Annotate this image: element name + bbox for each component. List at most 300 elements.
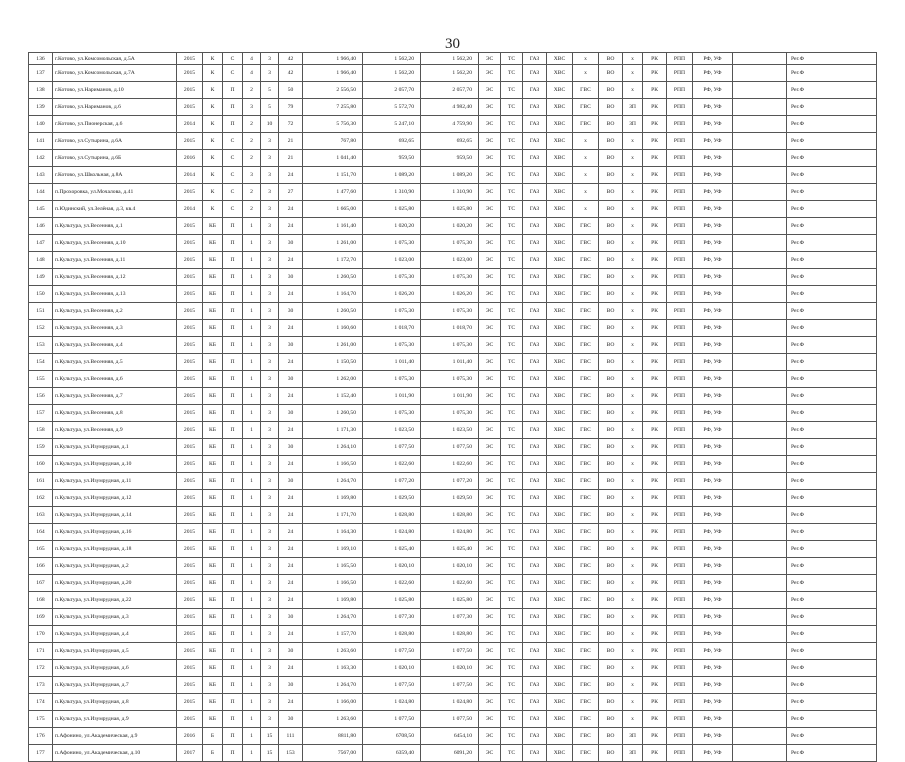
fund-owner-cell: Рег.Ф [787, 592, 877, 609]
wall-material-cell: КБ [203, 286, 223, 303]
gas-cell: ГАЗ [523, 677, 547, 694]
table-row [29, 235, 877, 252]
cold-water-cell: ХВС [547, 201, 573, 218]
cold-water-cell: ХВС [547, 745, 573, 762]
fund-type-cell: РФ, УФ [693, 184, 733, 201]
heating-cell: ТС [501, 388, 523, 405]
year-cell: 2017 [177, 745, 203, 762]
table-row [29, 320, 877, 337]
cold-water-cell: ХВС [547, 711, 573, 728]
living-area-cell: 1 089,20 [363, 167, 421, 184]
floors-cell: 3 [261, 507, 279, 524]
gas-cell: ГАЗ [523, 643, 547, 660]
blank-cell [733, 456, 787, 473]
roof-type-cell: С [223, 65, 243, 82]
table-row [29, 643, 877, 660]
heating-cell: ТС [501, 745, 523, 762]
total-area-cell: 1 161,40 [303, 218, 363, 235]
floors-cell: 3 [261, 626, 279, 643]
cold-water-cell: ХВС [547, 133, 573, 150]
wall-material-cell: КБ [203, 524, 223, 541]
residential-area-cell: 1 075,30 [421, 371, 479, 388]
gas-cell: ГАЗ [523, 473, 547, 490]
residential-area-cell: 1 025,40 [421, 541, 479, 558]
wall-material-cell: КБ [203, 592, 223, 609]
gas-cell: ГАЗ [523, 490, 547, 507]
roof-count-cell: 2 [243, 150, 261, 167]
roof-count-cell: 1 [243, 218, 261, 235]
fund-owner-cell: Рег.Ф [787, 456, 877, 473]
fire-protection-cell: х [623, 303, 643, 320]
address-cell: п.Культура, ул.Изумрудная, д.9 [53, 711, 177, 728]
blank-cell [733, 116, 787, 133]
address-cell: п.Афонино, ул.Академическая, д.9 [53, 728, 177, 745]
roof-count-cell: 1 [243, 235, 261, 252]
row-number-cell: 167 [29, 575, 53, 592]
fund-type-cell: РФ, УФ [693, 473, 733, 490]
fund-type-cell: РФ, УФ [693, 711, 733, 728]
roof-type-cell: С [223, 53, 243, 65]
fund-owner-cell: Рег.Ф [787, 422, 877, 439]
repair-kind-cell: РК [643, 320, 667, 337]
hot-water-cell: ГВС [573, 660, 599, 677]
residential-area-cell: 1 075,30 [421, 303, 479, 320]
fund-type-cell: РФ, УФ [693, 286, 733, 303]
fund-owner-cell: Рег.Ф [787, 745, 877, 762]
repair-kind-cell: РК [643, 626, 667, 643]
fund-type-cell: РФ, УФ [693, 235, 733, 252]
fund-owner-cell: Рег.Ф [787, 541, 877, 558]
electricity-cell: ЭС [479, 439, 501, 456]
roof-count-cell: 2 [243, 201, 261, 218]
fund-type-cell: РФ, УФ [693, 99, 733, 116]
repair-plan-cell: РПП [667, 626, 693, 643]
blank-cell [733, 252, 787, 269]
table-row [29, 371, 877, 388]
roof-type-cell: П [223, 660, 243, 677]
heating-cell: ТС [501, 252, 523, 269]
fire-protection-cell: х [623, 269, 643, 286]
electricity-cell: ЭС [479, 65, 501, 82]
row-number-cell: 152 [29, 320, 53, 337]
gas-cell: ГАЗ [523, 184, 547, 201]
living-area-cell: 1 025,40 [363, 541, 421, 558]
cold-water-cell: ХВС [547, 728, 573, 745]
repair-plan-cell: РПП [667, 473, 693, 490]
address-cell: п.Культура, ул.Изумрудная, д.11 [53, 473, 177, 490]
table-row [29, 201, 877, 218]
fund-owner-cell: Рег.Ф [787, 303, 877, 320]
total-area-cell: 767,80 [303, 133, 363, 150]
sewerage-cell: ВО [599, 218, 623, 235]
residential-area-cell: 959,50 [421, 150, 479, 167]
year-cell: 2015 [177, 575, 203, 592]
roof-count-cell: 1 [243, 677, 261, 694]
table-row [29, 541, 877, 558]
repair-kind-cell: РК [643, 473, 667, 490]
address-cell: п.Культура, ул.Весенняя, д.5 [53, 354, 177, 371]
hot-water-cell: ГВС [573, 677, 599, 694]
roof-count-cell: 1 [243, 388, 261, 405]
gas-cell: ГАЗ [523, 456, 547, 473]
blank-cell [733, 745, 787, 762]
roof-type-cell: С [223, 133, 243, 150]
living-area-cell: 1 077,50 [363, 677, 421, 694]
fund-owner-cell: Рег.Ф [787, 507, 877, 524]
repair-kind-cell: РК [643, 167, 667, 184]
floors-cell: 3 [261, 388, 279, 405]
row-number-cell: 166 [29, 558, 53, 575]
fund-owner-cell: Рег.Ф [787, 184, 877, 201]
roof-type-cell: П [223, 439, 243, 456]
sewerage-cell: ВО [599, 660, 623, 677]
address-cell: п.Культура, ул.Весенняя, д.10 [53, 235, 177, 252]
address-cell: г.Котово, ул.Нариманов, д.6 [53, 99, 177, 116]
address-cell: г.Котово, ул.Комсомольская, д.7А [53, 65, 177, 82]
fund-owner-cell: Рег.Ф [787, 235, 877, 252]
table-row [29, 473, 877, 490]
roof-type-cell: П [223, 286, 243, 303]
repair-kind-cell: РК [643, 150, 667, 167]
wall-material-cell: К [203, 82, 223, 99]
roof-count-cell: 2 [243, 116, 261, 133]
living-area-cell: 692,65 [363, 133, 421, 150]
year-cell: 2015 [177, 371, 203, 388]
fire-protection-cell: ЗП [623, 728, 643, 745]
residential-area-cell: 1 022,60 [421, 575, 479, 592]
floors-cell: 3 [261, 660, 279, 677]
wall-material-cell: КБ [203, 643, 223, 660]
year-cell: 2015 [177, 218, 203, 235]
cold-water-cell: ХВС [547, 507, 573, 524]
gas-cell: ГАЗ [523, 694, 547, 711]
year-cell: 2015 [177, 456, 203, 473]
hot-water-cell: х [573, 65, 599, 82]
residential-area-cell: 1 077,50 [421, 711, 479, 728]
address-cell: п.Культура, ул.Изумрудная, д.10 [53, 456, 177, 473]
total-area-cell: 1 171,30 [303, 422, 363, 439]
repair-plan-cell: РПП [667, 65, 693, 82]
table-row [29, 524, 877, 541]
gas-cell: ГАЗ [523, 592, 547, 609]
table-row [29, 745, 877, 762]
living-area-cell: 5 572,70 [363, 99, 421, 116]
fire-protection-cell: х [623, 405, 643, 422]
total-area-cell: 1 169,10 [303, 541, 363, 558]
residential-area-cell: 692,65 [421, 133, 479, 150]
living-area-cell: 1 562,20 [363, 53, 421, 65]
floors-cell: 3 [261, 184, 279, 201]
wall-material-cell: КБ [203, 371, 223, 388]
fund-type-cell: РФ, УФ [693, 82, 733, 99]
electricity-cell: ЭС [479, 371, 501, 388]
gas-cell: ГАЗ [523, 507, 547, 524]
gas-cell: ГАЗ [523, 405, 547, 422]
gas-cell: ГАЗ [523, 235, 547, 252]
cold-water-cell: ХВС [547, 575, 573, 592]
floors-cell: 3 [261, 405, 279, 422]
residential-area-cell: 4 982,40 [421, 99, 479, 116]
heating-cell: ТС [501, 286, 523, 303]
blank-cell [733, 150, 787, 167]
electricity-cell: ЭС [479, 558, 501, 575]
row-number-cell: 136 [29, 53, 53, 65]
address-cell: п.Культура, ул.Изумрудная, д.8 [53, 694, 177, 711]
total-area-cell: 1 262,00 [303, 371, 363, 388]
year-cell: 2015 [177, 133, 203, 150]
table-row [29, 53, 877, 65]
wall-material-cell: К [203, 184, 223, 201]
fire-protection-cell: х [623, 252, 643, 269]
hot-water-cell: ГВС [573, 507, 599, 524]
year-cell: 2015 [177, 354, 203, 371]
roof-type-cell: С [223, 201, 243, 218]
repair-kind-cell: РК [643, 507, 667, 524]
gas-cell: ГАЗ [523, 252, 547, 269]
table-row [29, 65, 877, 82]
cold-water-cell: ХВС [547, 116, 573, 133]
address-cell: п.Культура, ул.Весенняя, д.8 [53, 405, 177, 422]
hot-water-cell: ГВС [573, 490, 599, 507]
fund-owner-cell: Рег.Ф [787, 473, 877, 490]
heating-cell: ТС [501, 354, 523, 371]
residential-area-cell: 1 077,50 [421, 677, 479, 694]
row-number-cell: 156 [29, 388, 53, 405]
wall-material-cell: КБ [203, 303, 223, 320]
wall-material-cell: КБ [203, 320, 223, 337]
floors-cell: 3 [261, 558, 279, 575]
row-number-cell: 143 [29, 167, 53, 184]
repair-kind-cell: РК [643, 354, 667, 371]
roof-count-cell: 1 [243, 728, 261, 745]
blank-cell [733, 558, 787, 575]
year-cell: 2015 [177, 303, 203, 320]
table-row [29, 99, 877, 116]
living-area-cell: 1 077,50 [363, 711, 421, 728]
sewerage-cell: ВО [599, 337, 623, 354]
cold-water-cell: ХВС [547, 524, 573, 541]
gas-cell: ГАЗ [523, 575, 547, 592]
hot-water-cell: ГВС [573, 728, 599, 745]
sewerage-cell: ВО [599, 116, 623, 133]
year-cell: 2015 [177, 473, 203, 490]
sewerage-cell: ВО [599, 694, 623, 711]
apartments-cell: 30 [279, 405, 303, 422]
repair-plan-cell: РПП [667, 252, 693, 269]
residential-area-cell: 6091,20 [421, 745, 479, 762]
fund-owner-cell: Рег.Ф [787, 405, 877, 422]
sewerage-cell: ВО [599, 320, 623, 337]
hot-water-cell: ГВС [573, 473, 599, 490]
table-row [29, 133, 877, 150]
living-area-cell: 1 075,30 [363, 269, 421, 286]
fund-type-cell: РФ, УФ [693, 660, 733, 677]
heating-cell: ТС [501, 82, 523, 99]
repair-kind-cell: РК [643, 133, 667, 150]
hot-water-cell: ГВС [573, 541, 599, 558]
fire-protection-cell: х [623, 150, 643, 167]
apartments-cell: 30 [279, 711, 303, 728]
roof-type-cell: П [223, 745, 243, 762]
wall-material-cell: К [203, 167, 223, 184]
hot-water-cell: ГВС [573, 711, 599, 728]
floors-cell: 3 [261, 371, 279, 388]
wall-material-cell: КБ [203, 252, 223, 269]
sewerage-cell: ВО [599, 303, 623, 320]
sewerage-cell: ВО [599, 626, 623, 643]
electricity-cell: ЭС [479, 303, 501, 320]
roof-count-cell: 2 [243, 82, 261, 99]
blank-cell [733, 388, 787, 405]
table-row [29, 303, 877, 320]
fire-protection-cell: х [623, 320, 643, 337]
apartments-cell: 24 [279, 320, 303, 337]
floors-cell: 3 [261, 490, 279, 507]
address-cell: п.Культура, ул.Изумрудная, д.2 [53, 558, 177, 575]
heating-cell: ТС [501, 235, 523, 252]
roof-type-cell: П [223, 337, 243, 354]
floors-cell: 3 [261, 473, 279, 490]
table-row [29, 422, 877, 439]
cold-water-cell: ХВС [547, 303, 573, 320]
total-area-cell: 1 260,50 [303, 405, 363, 422]
year-cell: 2015 [177, 541, 203, 558]
sewerage-cell: ВО [599, 150, 623, 167]
repair-kind-cell: РК [643, 388, 667, 405]
fund-owner-cell: Рег.Ф [787, 711, 877, 728]
cold-water-cell: ХВС [547, 592, 573, 609]
gas-cell: ГАЗ [523, 269, 547, 286]
electricity-cell: ЭС [479, 524, 501, 541]
residential-area-cell: 1 023,00 [421, 252, 479, 269]
fund-type-cell: РФ, УФ [693, 456, 733, 473]
hot-water-cell: ГВС [573, 558, 599, 575]
total-area-cell: 1 966,40 [303, 53, 363, 65]
gas-cell: ГАЗ [523, 711, 547, 728]
address-cell: п.Афонино, ул.Академическая, д.10 [53, 745, 177, 762]
repair-plan-cell: РПП [667, 439, 693, 456]
electricity-cell: ЭС [479, 660, 501, 677]
hot-water-cell: ГВС [573, 626, 599, 643]
row-number-cell: 150 [29, 286, 53, 303]
row-number-cell: 160 [29, 456, 53, 473]
apartments-cell: 24 [279, 575, 303, 592]
total-area-cell: 2 556,50 [303, 82, 363, 99]
gas-cell: ГАЗ [523, 388, 547, 405]
apartments-cell: 24 [279, 592, 303, 609]
repair-plan-cell: РПП [667, 405, 693, 422]
roof-count-cell: 1 [243, 269, 261, 286]
electricity-cell: ЭС [479, 167, 501, 184]
blank-cell [733, 660, 787, 677]
fund-owner-cell: Рег.Ф [787, 286, 877, 303]
fund-owner-cell: Рег.Ф [787, 65, 877, 82]
residential-area-cell: 1 310,90 [421, 184, 479, 201]
fund-type-cell: РФ, УФ [693, 53, 733, 65]
repair-kind-cell: РК [643, 711, 667, 728]
residential-area-cell: 4 759,90 [421, 116, 479, 133]
wall-material-cell: КБ [203, 694, 223, 711]
address-cell: г.Котово, ул.Комсомольская, д.5А [53, 53, 177, 65]
roof-type-cell: П [223, 490, 243, 507]
sewerage-cell: ВО [599, 592, 623, 609]
floors-cell: 10 [261, 116, 279, 133]
electricity-cell: ЭС [479, 473, 501, 490]
fire-protection-cell: х [623, 643, 643, 660]
blank-cell [733, 694, 787, 711]
apartments-cell: 153 [279, 745, 303, 762]
heating-cell: ТС [501, 541, 523, 558]
table-row [29, 507, 877, 524]
fire-protection-cell: х [623, 218, 643, 235]
address-cell: п.Культура, ул.Весенняя, д.7 [53, 388, 177, 405]
wall-material-cell: КБ [203, 235, 223, 252]
roof-type-cell: С [223, 184, 243, 201]
total-area-cell: 1 264,70 [303, 473, 363, 490]
heating-cell: ТС [501, 53, 523, 65]
heating-cell: ТС [501, 150, 523, 167]
residential-area-cell: 1 020,10 [421, 558, 479, 575]
row-number-cell: 164 [29, 524, 53, 541]
fund-owner-cell: Рег.Ф [787, 53, 877, 65]
fund-owner-cell: Рег.Ф [787, 626, 877, 643]
table-row [29, 592, 877, 609]
electricity-cell: ЭС [479, 728, 501, 745]
roof-type-cell: П [223, 116, 243, 133]
fire-protection-cell: ЗП [623, 116, 643, 133]
cold-water-cell: ХВС [547, 541, 573, 558]
floors-cell: 3 [261, 252, 279, 269]
electricity-cell: ЭС [479, 286, 501, 303]
living-area-cell: 1 077,30 [363, 609, 421, 626]
total-area-cell: 1 260,50 [303, 303, 363, 320]
table-row [29, 167, 877, 184]
total-area-cell: 1 150,50 [303, 354, 363, 371]
total-area-cell: 1 171,70 [303, 507, 363, 524]
table-row [29, 728, 877, 745]
roof-count-cell: 1 [243, 660, 261, 677]
fire-protection-cell: х [623, 184, 643, 201]
fire-protection-cell: х [623, 371, 643, 388]
floors-cell: 3 [261, 456, 279, 473]
table-row [29, 150, 877, 167]
heating-cell: ТС [501, 371, 523, 388]
living-area-cell: 2 057,70 [363, 82, 421, 99]
fund-owner-cell: Рег.Ф [787, 82, 877, 99]
cold-water-cell: ХВС [547, 99, 573, 116]
table-row [29, 558, 877, 575]
sewerage-cell: ВО [599, 541, 623, 558]
row-number-cell: 157 [29, 405, 53, 422]
repair-plan-cell: РПП [667, 456, 693, 473]
cold-water-cell: ХВС [547, 609, 573, 626]
cold-water-cell: ХВС [547, 354, 573, 371]
heating-cell: ТС [501, 405, 523, 422]
roof-type-cell: П [223, 354, 243, 371]
blank-cell [733, 473, 787, 490]
apartments-cell: 24 [279, 201, 303, 218]
living-area-cell: 1 023,50 [363, 422, 421, 439]
address-cell: г.Котово, ул.Сутырина, д.6А [53, 133, 177, 150]
sewerage-cell: ВО [599, 53, 623, 65]
residential-area-cell: 1 011,90 [421, 388, 479, 405]
repair-plan-cell: РПП [667, 116, 693, 133]
heating-cell: ТС [501, 643, 523, 660]
row-number-cell: 149 [29, 269, 53, 286]
blank-cell [733, 184, 787, 201]
roof-type-cell: П [223, 609, 243, 626]
roof-count-cell: 1 [243, 303, 261, 320]
